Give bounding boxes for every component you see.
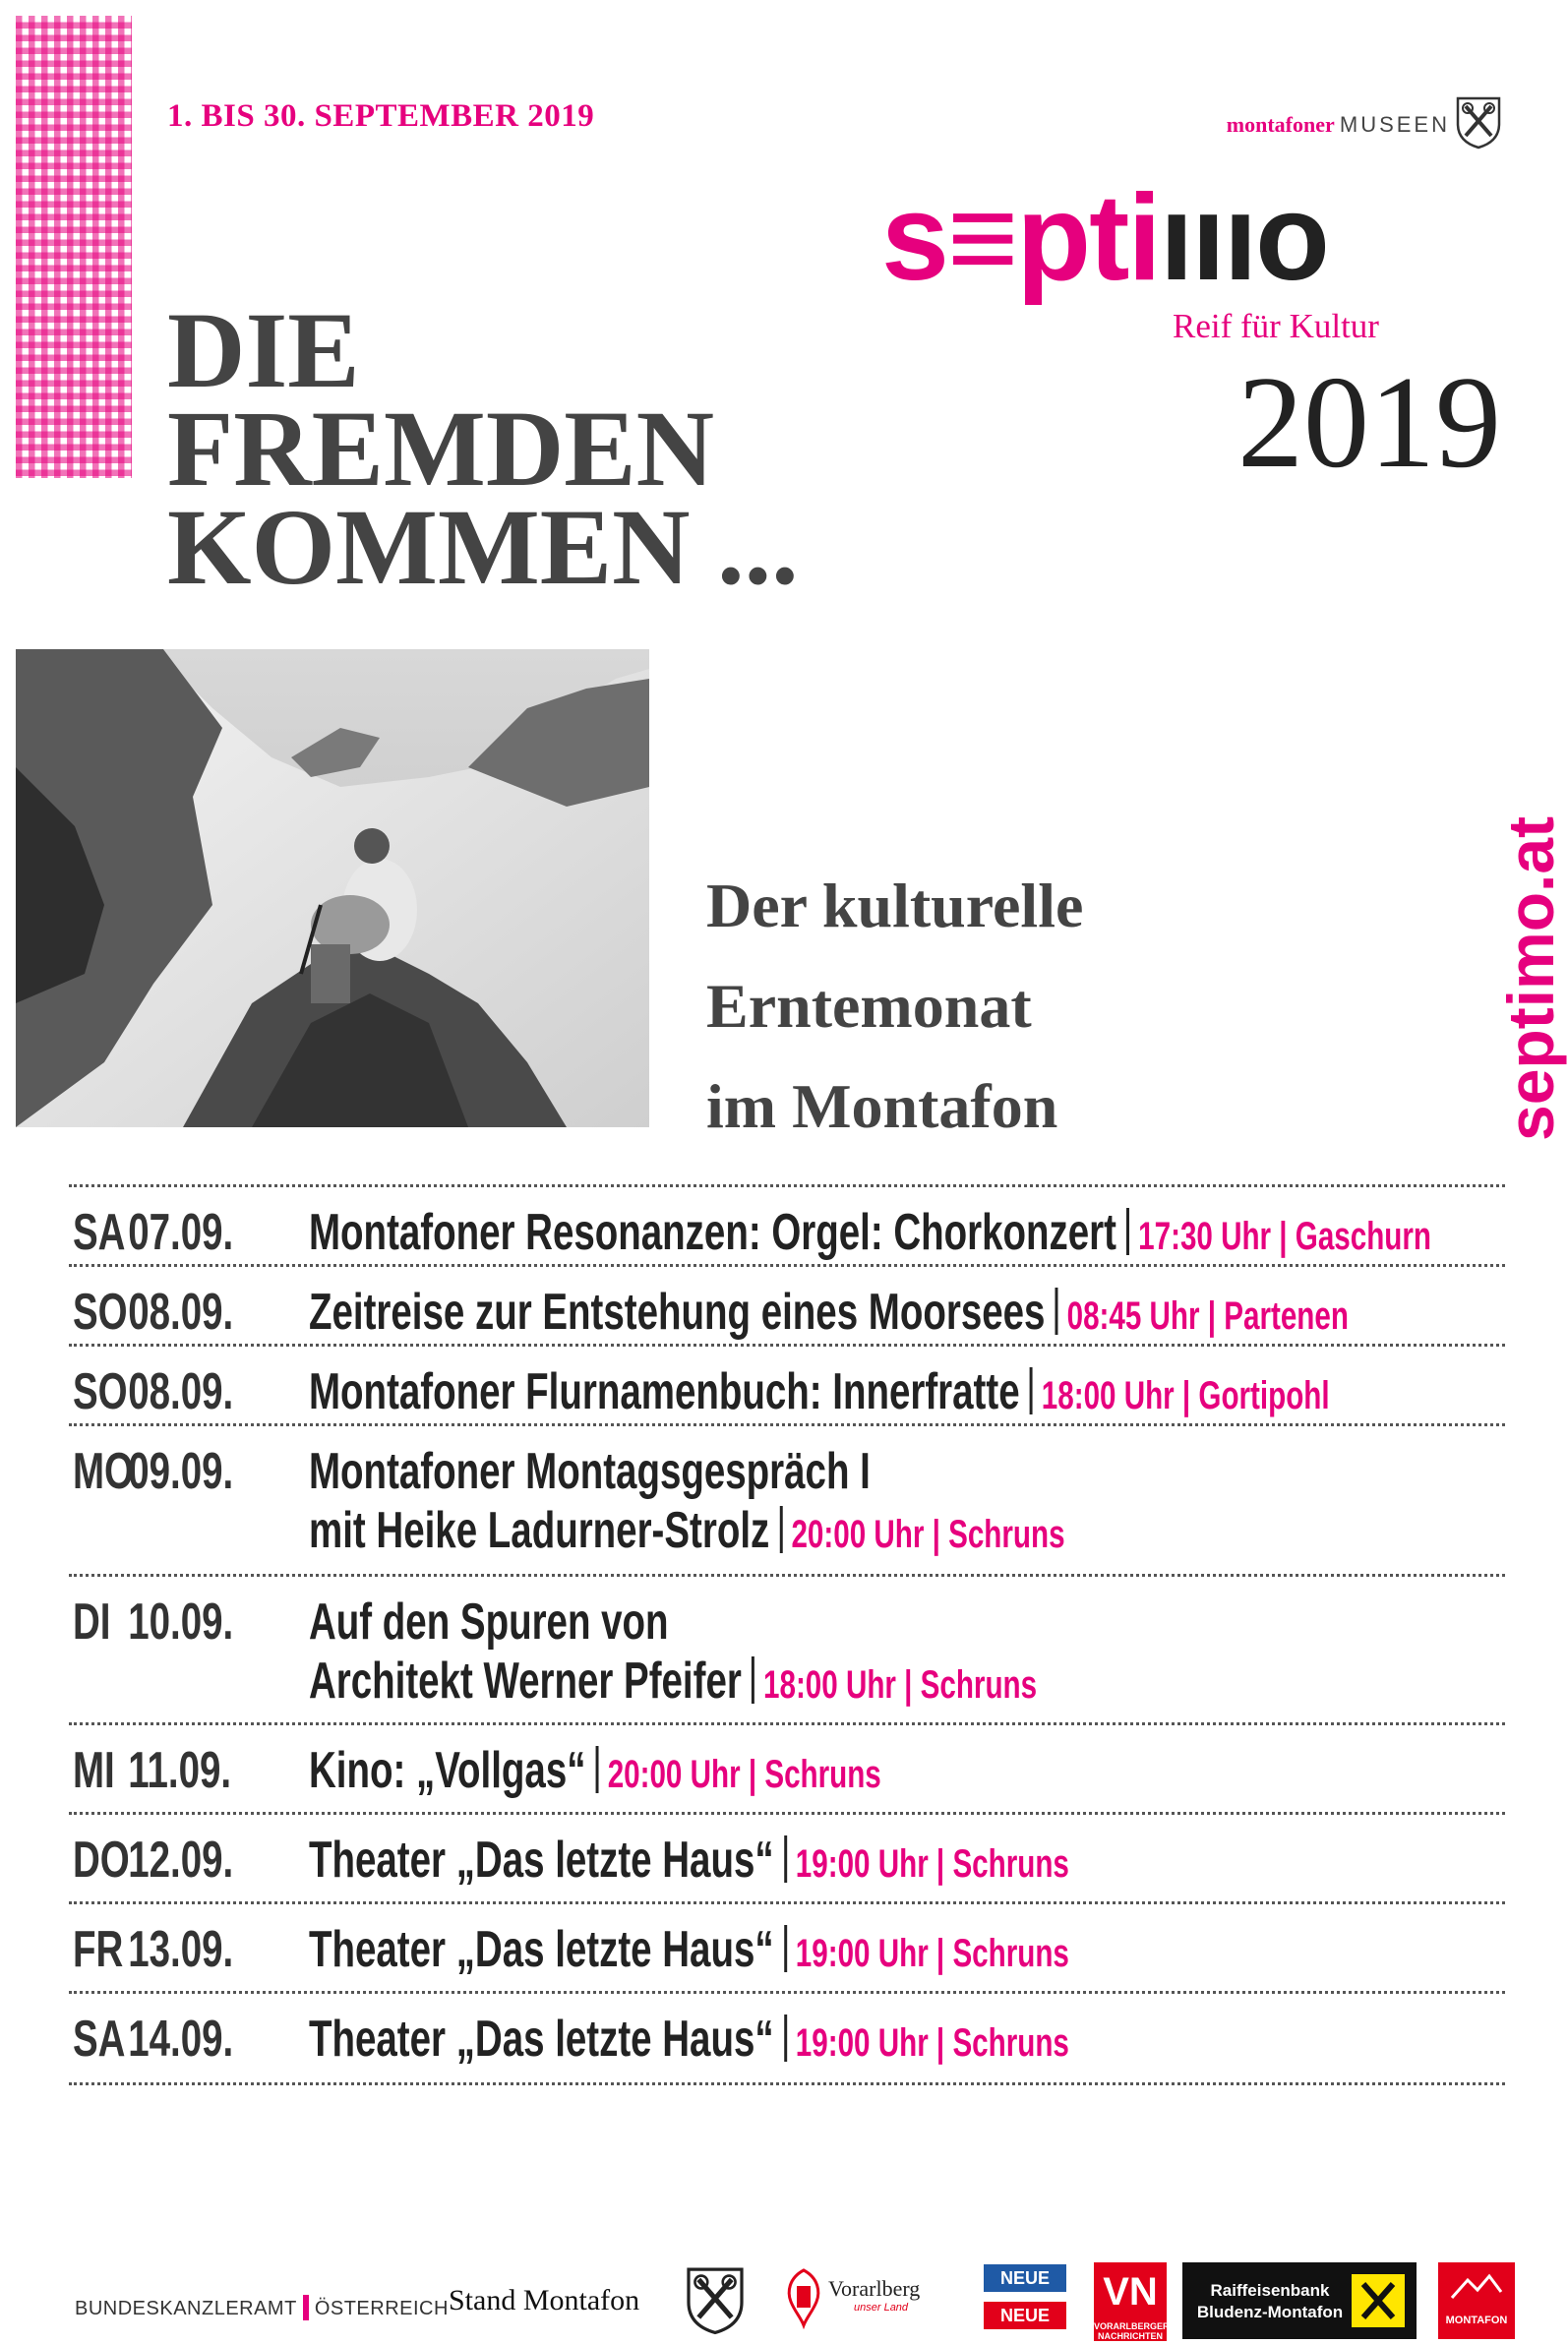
event-meta: 19:00 Uhr | Schruns (795, 1842, 1069, 1886)
museum-brand-2: MUSEEN (1339, 112, 1450, 137)
event-separator (784, 1925, 787, 1972)
event-meta: 19:00 Uhr | Schruns (795, 1932, 1069, 1975)
event-date-value: 07.09. (128, 1204, 234, 1261)
event-info (309, 1920, 1069, 1983)
logo-part-4: ıııo (1159, 170, 1328, 306)
event-day: SA (73, 2011, 126, 2068)
raiffeisen-text-2: Bludenz-Montafon (1196, 2303, 1344, 2321)
vn-logo (1094, 2262, 1170, 2341)
event-info (309, 2010, 1069, 2073)
headline-line-2: FREMDEN (167, 389, 715, 509)
event-day: SO (73, 1363, 128, 1420)
event-title: Theater „Das letzte Haus“ (309, 1921, 774, 1978)
event-meta: 17:30 Uhr | Gaschurn (1138, 1215, 1431, 1258)
event-date (73, 1741, 231, 1800)
logo-part-1: s (881, 170, 947, 306)
vorarlberg-crest-icon (785, 2268, 822, 2327)
neue-logo-2: NEUE (984, 2302, 1066, 2329)
event-day: DO (73, 1832, 130, 1889)
event-day: SO (73, 1284, 128, 1341)
vn-text: VN (1103, 2270, 1158, 2314)
event-info (309, 1362, 1330, 1425)
event-day: DI (73, 1593, 111, 1651)
event-date-value: 14.09. (128, 2011, 234, 2068)
event-info (309, 1203, 1431, 1266)
event-day: SA (73, 1204, 126, 1261)
septimo-logo (881, 170, 1328, 306)
event-date-value: 08.09. (128, 1284, 234, 1341)
bka-text-1: BUNDESKANZLERAMT (75, 2298, 297, 2319)
event-date-value: 13.09. (128, 1921, 234, 1978)
event-meta: 20:00 Uhr | Schruns (607, 1753, 881, 1796)
logo-part-2: ≡ (946, 170, 1017, 306)
event-day: MO (73, 1443, 134, 1500)
event-row (69, 1344, 1505, 1423)
event-separator (1126, 1208, 1129, 1255)
event-date (73, 2010, 233, 2069)
event-title-2: mit Heike Ladurner-Strolz (309, 1502, 770, 1559)
event-info (309, 1831, 1069, 1894)
subtitle-line-3: im Montafon (706, 1071, 1058, 1141)
event-date (73, 1362, 233, 1421)
headline-line-1: DIE (167, 290, 360, 410)
event-row (69, 1901, 1505, 1991)
subtitle-line-2: Erntemonat (706, 971, 1032, 1041)
website-url-text[interactable]: septimo.at (1494, 815, 1567, 1141)
event-schedule (69, 1184, 1505, 2085)
event-row (69, 1722, 1505, 1812)
event-title: Kino: „Vollgas“ (309, 1742, 586, 1799)
event-separator (1030, 1367, 1033, 1414)
vn-sub: VORARLBERGER NACHRICHTEN (1094, 2321, 1170, 2341)
headline-line-3: KOMMEN ... (167, 487, 799, 607)
event-date (73, 1831, 233, 1890)
subtitle (706, 856, 1083, 1157)
event-title-1: Montafoner Montagsgespräch I (309, 1443, 871, 1500)
vorarlberg-logo: Vorarlberg (828, 2276, 921, 2301)
event-separator (780, 1506, 783, 1553)
raiffeisen-icon (1352, 2274, 1405, 2327)
headline (167, 290, 799, 607)
event-title: Zeitreise zur Entstehung eines Moorsees (309, 1284, 1046, 1341)
neue-logo-1: NEUE (984, 2264, 1066, 2292)
museum-brand (1227, 112, 1450, 138)
event-separator (784, 1835, 787, 1883)
stand-montafon-logo: Stand Montafon (449, 2284, 640, 2316)
event-date-value: 08.09. (128, 1363, 234, 1420)
event-row (69, 1812, 1505, 1901)
event-date-value: 11.09. (128, 1742, 232, 1799)
logo-part-3: pti (1016, 170, 1160, 306)
event-date (73, 1442, 233, 1501)
event-date (73, 1593, 233, 1652)
event-day: MI (73, 1742, 115, 1799)
event-row (69, 1423, 1505, 1574)
event-separator (596, 1746, 599, 1793)
year: 2019 (1237, 349, 1501, 495)
event-title: Montafoner Flurnamenbuch: Innerfratte (309, 1363, 1020, 1420)
event-date-value: 09.09. (128, 1443, 234, 1500)
event-meta: 18:00 Uhr | Schruns (763, 1663, 1038, 1707)
montafon-mountain-icon (1438, 2262, 1515, 2312)
event-separator (784, 2014, 787, 2062)
event-info (309, 1741, 881, 1804)
event-info (309, 1283, 1349, 1346)
stand-crest-icon (683, 2264, 748, 2335)
event-date-value: 12.09. (128, 1832, 234, 1889)
date-range: 1. BIS 30. SEPTEMBER 2019 (167, 98, 595, 134)
event-day: FR (73, 1921, 124, 1978)
bka-logo (75, 2295, 449, 2320)
event-separator (752, 1656, 754, 1704)
checker-pattern (16, 16, 132, 478)
event-date (73, 1203, 233, 1262)
vorarlberg-sub: unser Land (854, 2302, 909, 2314)
event-date-value: 10.09. (128, 1593, 234, 1651)
event-row (69, 1991, 1505, 2085)
raiffeisen-text-1: Raiffeisenbank (1210, 2281, 1330, 2300)
museum-brand-1: montafoner (1226, 112, 1335, 137)
tagline: Reif für Kultur (1173, 307, 1379, 345)
event-meta: 18:00 Uhr | Gortipohl (1041, 1374, 1330, 1417)
mountain-photo (16, 649, 649, 1127)
event-separator (1055, 1288, 1058, 1335)
event-meta: 20:00 Uhr | Schruns (791, 1513, 1065, 1556)
event-title-2: Architekt Werner Pfeifer (309, 1653, 742, 1710)
event-date (73, 1283, 233, 1342)
event-date (73, 1920, 233, 1979)
bka-bar (303, 2295, 309, 2320)
website-url[interactable] (1418, 748, 1567, 1141)
event-meta: 19:00 Uhr | Schruns (795, 2021, 1069, 2065)
event-row (69, 1574, 1505, 1722)
event-info (309, 1442, 1065, 1564)
event-title: Theater „Das letzte Haus“ (309, 1832, 774, 1889)
montafon-logo (1438, 2262, 1515, 2339)
event-info (309, 1593, 1037, 1714)
event-title-1: Auf den Spuren von (309, 1593, 669, 1651)
raiffeisen-logo (1182, 2262, 1417, 2339)
event-title: Montafoner Resonanzen: Orgel: Chorkonzert (309, 1204, 1116, 1261)
raiffeisen-text (1196, 2280, 1344, 2323)
event-title: Theater „Das letzte Haus“ (309, 2011, 774, 2068)
sponsor-bar (0, 2243, 1542, 2345)
event-meta: 08:45 Uhr | Partenen (1066, 1294, 1349, 1338)
crest-icon (1454, 94, 1503, 150)
event-row (69, 1264, 1505, 1344)
event-row (69, 1184, 1505, 1264)
bka-text-2: ÖSTERREICH (314, 2298, 449, 2319)
montafon-text: MONTAFON (1445, 2315, 1508, 2326)
subtitle-line-1: Der kulturelle (706, 871, 1084, 940)
